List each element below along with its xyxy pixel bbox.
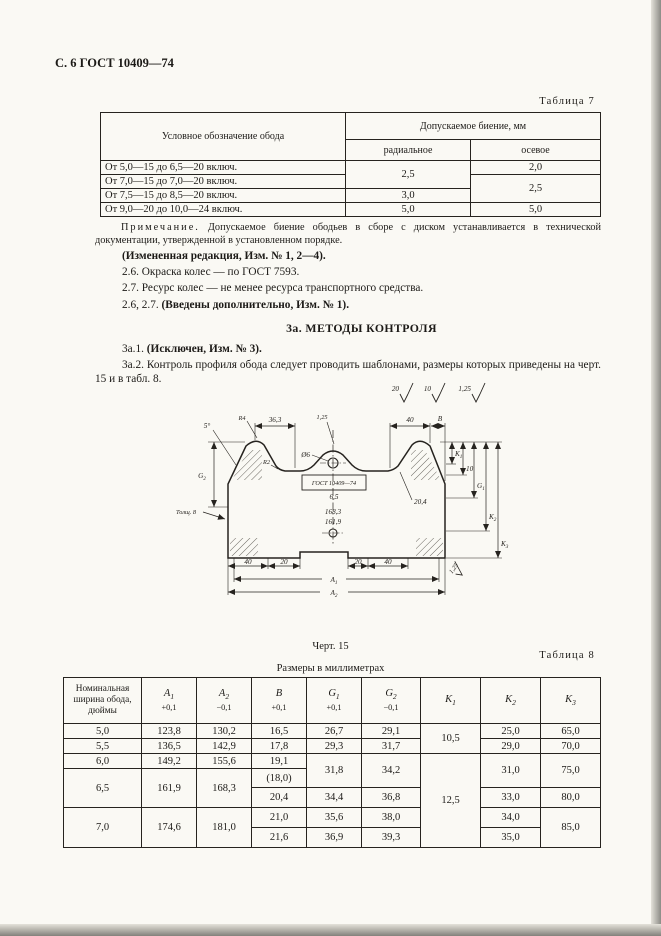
centerlines-and-holes bbox=[320, 430, 346, 546]
rim-template-drawing bbox=[150, 376, 550, 614]
cell: 26,7 bbox=[307, 724, 362, 739]
dim-20-4: 20,4 bbox=[414, 498, 427, 506]
thickness-label: Толщ. 8 bbox=[175, 509, 197, 516]
cell: 130,2 bbox=[197, 724, 252, 739]
cell: 39,3 bbox=[362, 828, 421, 848]
scan-edge-bottom bbox=[0, 924, 661, 936]
table7-caption: Таблица 7 bbox=[539, 96, 595, 107]
cell: 2,5 bbox=[471, 175, 601, 203]
cell: 10,5 bbox=[421, 724, 481, 754]
table-row bbox=[64, 724, 601, 739]
dim-b: B bbox=[437, 415, 443, 423]
cell: 34,2 bbox=[362, 754, 421, 788]
col-header-k3: $K_3$ bbox=[541, 678, 601, 724]
cell: 25,0 bbox=[481, 724, 541, 739]
col-header-g1: $G_1$ +0,1 bbox=[307, 678, 362, 724]
page-header: С. 6 ГОСТ 10409—74 bbox=[55, 56, 174, 70]
roughness-icon bbox=[448, 561, 466, 579]
note-text: Допускаемое биение ободьев в сборе с диском устанавливается в технической документации, утвержденной в установленном порядке. bbox=[95, 222, 601, 247]
units-note: Размеры в миллиметрах bbox=[276, 663, 385, 674]
dim-g1: $G_1$ bbox=[477, 482, 485, 492]
svg-text:1,25: 1,25 bbox=[458, 385, 471, 393]
cell: 33,0 bbox=[481, 788, 541, 808]
col-header-a1: $A_1$ +0,1 bbox=[142, 678, 197, 724]
amended-paragraph: (Измененная редакция, Изм. № 1, 2—4). bbox=[122, 249, 326, 262]
cell: 20,4 bbox=[252, 788, 307, 808]
cell: 36,8 bbox=[362, 788, 421, 808]
cell: 6,0 bbox=[64, 754, 142, 769]
bottom-dimensions bbox=[228, 558, 445, 599]
cell: 142,9 bbox=[197, 739, 252, 754]
cell: 35,0 bbox=[481, 828, 541, 848]
cell: 17,8 bbox=[252, 739, 307, 754]
cell: 31,7 bbox=[362, 739, 421, 754]
roughness-icon bbox=[392, 383, 413, 402]
table8-caption: Таблица 8 bbox=[539, 650, 595, 661]
table-row bbox=[101, 203, 601, 217]
cell: 2,0 bbox=[471, 161, 601, 175]
col-header-k2: $K_2$ bbox=[481, 678, 541, 724]
cell: 19,1 bbox=[252, 754, 307, 769]
dim-a2: $A_2$ bbox=[330, 589, 338, 599]
left-dimensions bbox=[176, 442, 245, 519]
roughness-icon bbox=[458, 383, 485, 402]
note-paragraph bbox=[95, 221, 601, 247]
cell: 136,5 bbox=[142, 739, 197, 754]
cell: 149,2 bbox=[142, 754, 197, 769]
cell: 35,6 bbox=[307, 808, 362, 828]
section-heading: 3а. МЕТОДЫ КОНТРОЛЯ bbox=[286, 321, 437, 336]
cell: 21,6 bbox=[252, 828, 307, 848]
paragraph-3a-1: 3а.1. (Исключен, Изм. № 3). bbox=[122, 342, 262, 355]
dim-1-25-top: 1,25 bbox=[316, 414, 328, 421]
paragraph-2-7: 2.7. Ресурс колес — не менее ресурса транспортного средства. bbox=[122, 282, 424, 295]
col-header-k1: $K_1$ bbox=[421, 678, 481, 724]
angle-5deg: 5° bbox=[203, 422, 211, 430]
cell: 31,8 bbox=[307, 754, 362, 788]
cell: 6,5 bbox=[64, 769, 142, 808]
col-header-a2: $A_2$ −0,1 bbox=[197, 678, 252, 724]
paragraph-2-6-2-7: 2.6, 2.7. (Введены дополнительно, Изм. № 1). bbox=[122, 298, 350, 311]
cell: 181,0 bbox=[197, 808, 252, 848]
svg-text:10: 10 bbox=[423, 385, 431, 393]
cell: 21,0 bbox=[252, 808, 307, 828]
cell: 34,0 bbox=[481, 808, 541, 828]
dim-20-br: 20 bbox=[354, 558, 362, 566]
col-header-b: B +0,1 bbox=[252, 678, 307, 724]
radius-r4: R4 bbox=[238, 415, 246, 422]
cell: 29,3 bbox=[307, 739, 362, 754]
cell: От 7,5—15 до 8,5—20 включ. bbox=[101, 189, 346, 203]
cell: 65,0 bbox=[541, 724, 601, 739]
cell: 75,0 bbox=[541, 754, 601, 788]
col-header-radial: радиальное bbox=[346, 140, 471, 161]
cell: 36,9 bbox=[307, 828, 362, 848]
table-row bbox=[64, 808, 601, 828]
dim-a1: $A_1$ bbox=[330, 576, 338, 586]
cell: 31,0 bbox=[481, 754, 541, 788]
dim-k2: $K_2$ bbox=[489, 513, 497, 523]
cell: 174,6 bbox=[142, 808, 197, 848]
cell: 29,0 bbox=[481, 739, 541, 754]
cell: 80,0 bbox=[541, 788, 601, 808]
body-text bbox=[95, 221, 601, 387]
cell: От 7,0—15 до 7,0—20 включ. bbox=[101, 175, 346, 189]
cell: 7,0 bbox=[64, 808, 142, 848]
col-header-width: Номинальная ширина обода, дюймы bbox=[64, 678, 142, 724]
dim-g2: $G_2$ bbox=[198, 472, 206, 482]
svg-text:1,25: 1,25 bbox=[447, 562, 460, 576]
dim-40-top: 40 bbox=[406, 416, 414, 424]
svg-text:20: 20 bbox=[391, 385, 399, 393]
paragraph-2-6: 2.6. Окраска колес — по ГОСТ 7593. bbox=[122, 266, 300, 279]
cell: 85,0 bbox=[541, 808, 601, 848]
cell: От 9,0—20 до 10,0—24 включ. bbox=[101, 203, 346, 217]
table-row bbox=[101, 161, 601, 175]
cell: 2,5 bbox=[346, 161, 471, 189]
dim-40-bl: 40 bbox=[244, 558, 252, 566]
cell: 5,5 bbox=[64, 739, 142, 754]
cell: 123,8 bbox=[142, 724, 197, 739]
col-header-axial: осевое bbox=[471, 140, 601, 161]
col-header-designation: Условное обозначение обода bbox=[101, 113, 346, 161]
cell: 29,1 bbox=[362, 724, 421, 739]
cell: 3,0 bbox=[346, 189, 471, 203]
stamp-gost-text: ГОСТ 10409—74 bbox=[311, 480, 357, 487]
cell: 161,9 bbox=[142, 769, 197, 808]
cell: От 5,0—15 до 6,5—20 включ. bbox=[101, 161, 346, 175]
cell: 38,0 bbox=[362, 808, 421, 828]
table-row bbox=[64, 678, 601, 724]
dim-1683: 168,3 bbox=[324, 508, 342, 516]
runout-table bbox=[100, 112, 601, 217]
scan-edge-right bbox=[651, 0, 661, 936]
cell: 5,0 bbox=[346, 203, 471, 217]
table-row bbox=[64, 739, 601, 754]
cell: 5,0 bbox=[64, 724, 142, 739]
col-header-g2: $G_2$ −0,1 bbox=[362, 678, 421, 724]
dimensions-table bbox=[63, 677, 601, 848]
dim-40-br: 40 bbox=[384, 558, 392, 566]
dim-k3: $K_3$ bbox=[501, 540, 509, 550]
cell: 155,6 bbox=[197, 754, 252, 769]
cell: 16,5 bbox=[252, 724, 307, 739]
cell: (18,0) bbox=[252, 769, 307, 788]
table-row bbox=[101, 113, 601, 140]
stamp-box bbox=[302, 475, 366, 526]
dim-10: 10 bbox=[466, 465, 474, 473]
cell: 12,5 bbox=[421, 754, 481, 848]
table-row bbox=[64, 754, 601, 769]
dim-20-bl: 20 bbox=[280, 558, 288, 566]
dim-1619: 161,9 bbox=[324, 518, 342, 526]
stamp-size-text: 6,5 bbox=[329, 493, 339, 501]
col-header-runout: Допускаемое биение, мм bbox=[346, 113, 601, 140]
dim-k1: $K_1$ bbox=[455, 450, 463, 460]
paragraph-3a-2: 3а.2. Контроль профиля обода следует проводить шаблонами, размеры которых приведены на черт. 15 и в табл. 8. bbox=[95, 359, 601, 385]
dia-6: Ø6 bbox=[301, 451, 310, 459]
cell: 168,3 bbox=[197, 769, 252, 808]
surface-roughness-marks bbox=[392, 383, 485, 402]
figure-caption: Черт. 15 bbox=[312, 641, 349, 652]
roughness-icon bbox=[424, 383, 445, 402]
note-label: Примечание. bbox=[121, 222, 200, 233]
cell: 70,0 bbox=[541, 739, 601, 754]
cell: 5,0 bbox=[471, 203, 601, 217]
cell: 34,4 bbox=[307, 788, 362, 808]
dim-36-3: 36,3 bbox=[268, 416, 282, 424]
radius-r2: R2 bbox=[263, 459, 270, 466]
